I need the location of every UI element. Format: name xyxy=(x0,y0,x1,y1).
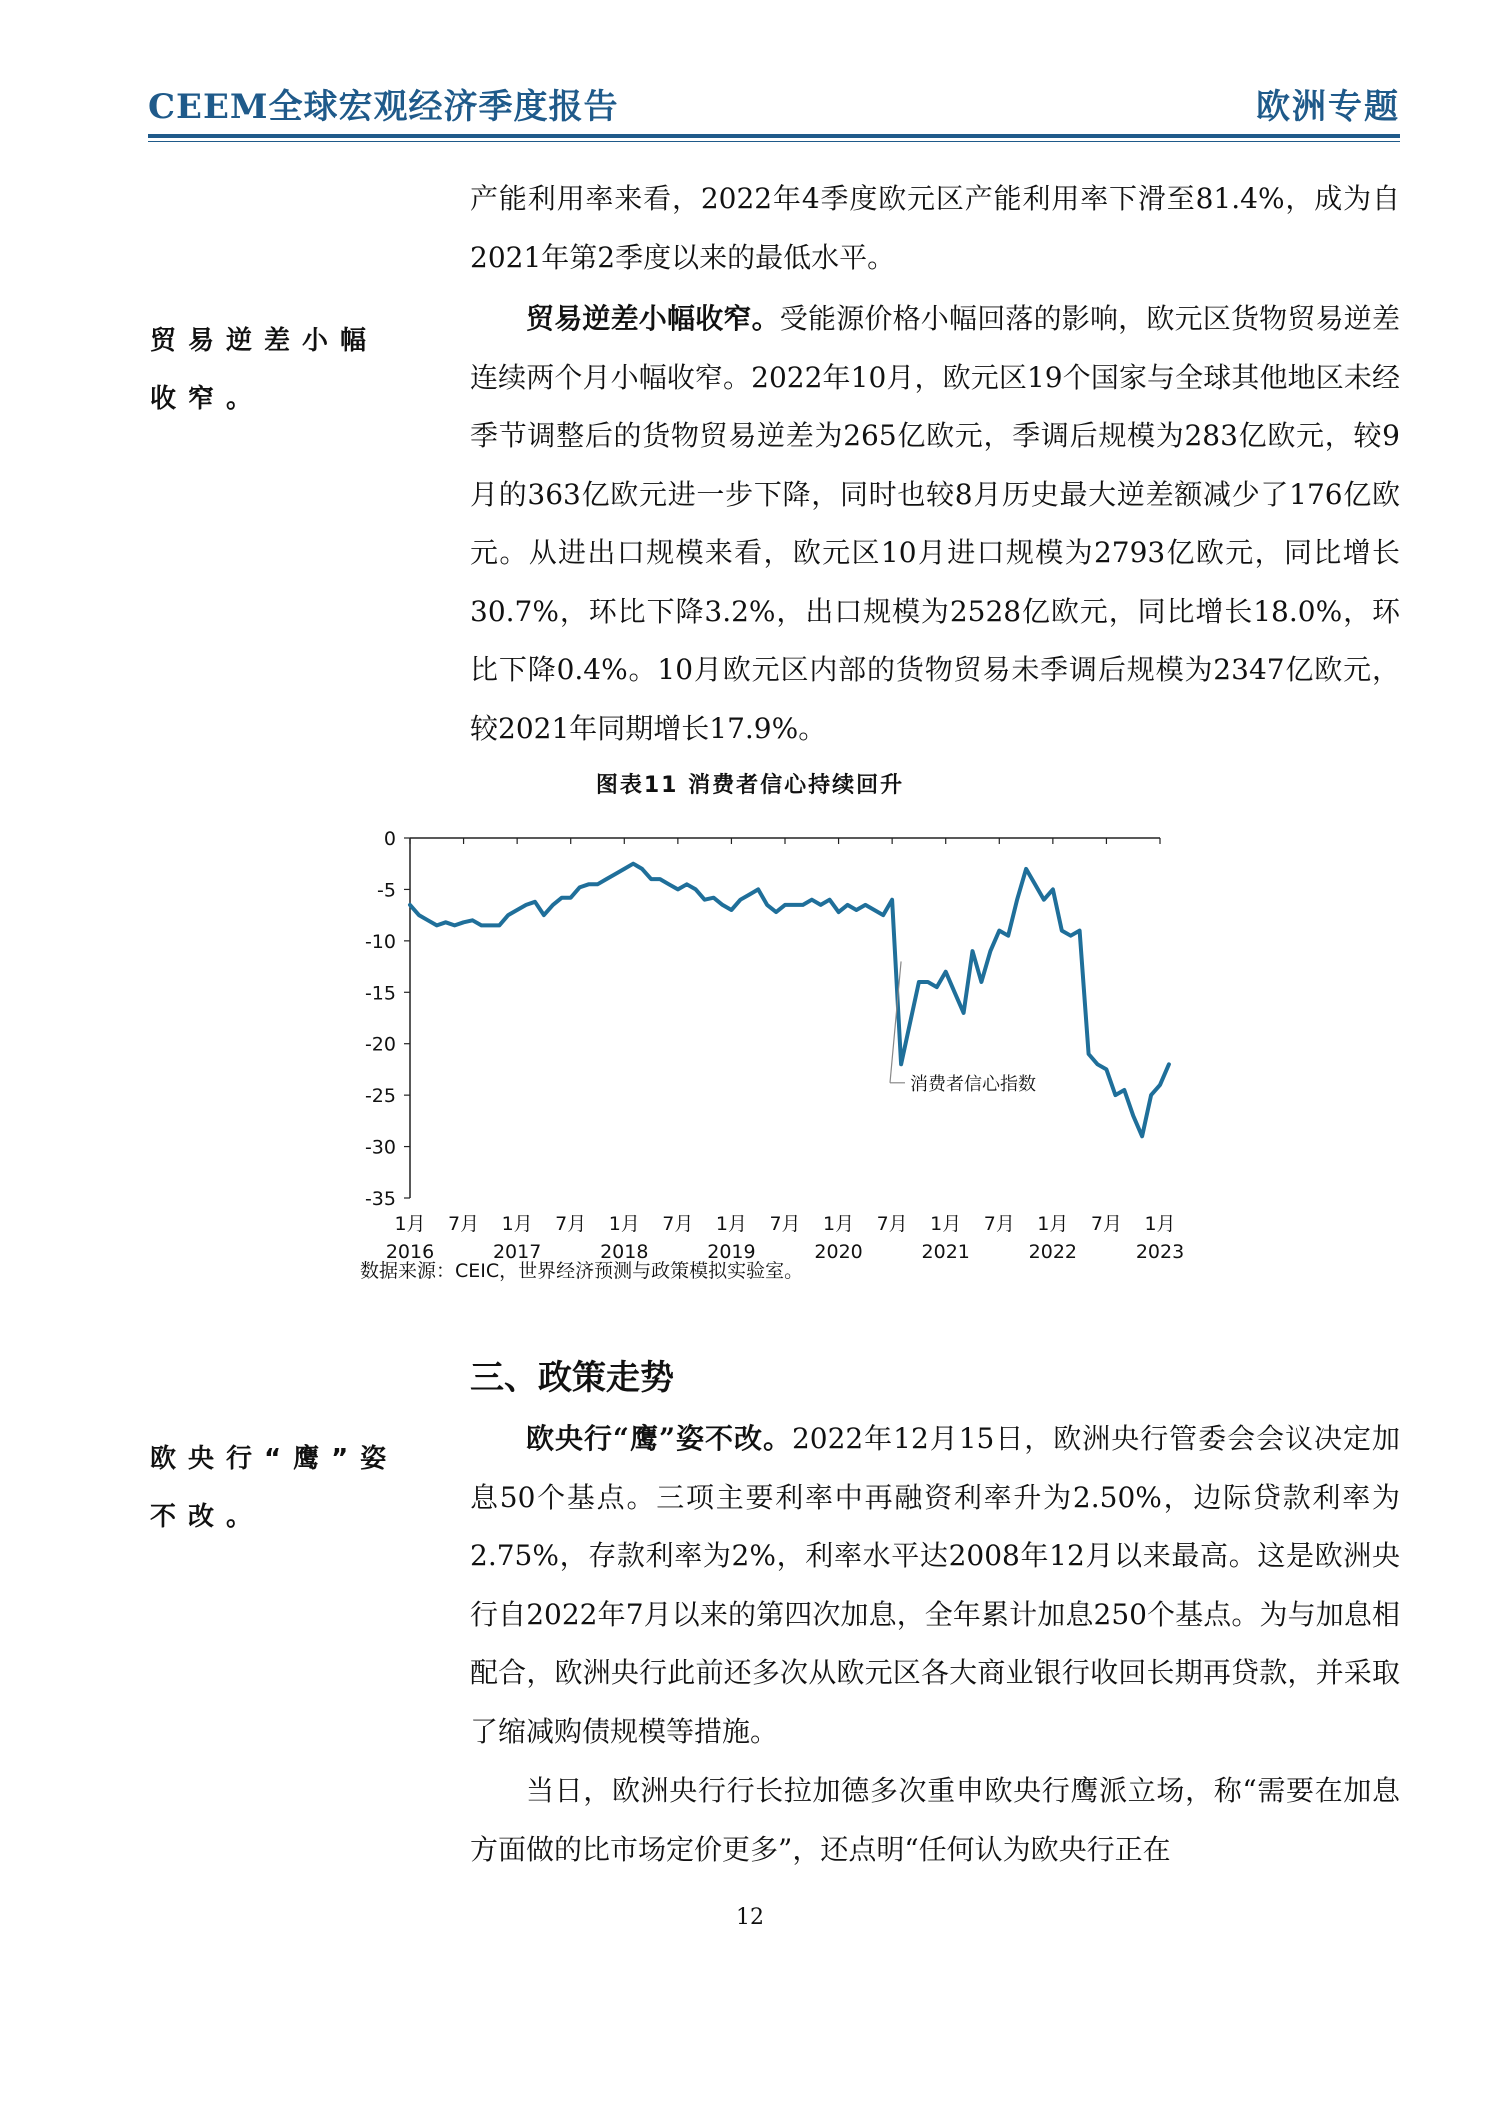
x-tick-label: 7月 xyxy=(662,1213,694,1235)
paragraph-ecb-body: 2022年12月15日，欧洲央行管委会会议决定加息50个基点。三项主要利率中再融资利率升为2.50%，边际贷款利率为2.75%，存款利率为2%，利率水平达2008年12月以来最高。这是欧洲央行自2022年7月以来的第四次加息，全年累计加息250个基点。为与加息相配合，欧洲央行此前还多次从欧元区各大商业银行收回长期再贷款，并采取了缩减购债规模等措施。 xyxy=(470,1422,1400,1748)
x-year-label: 2023 xyxy=(1135,1241,1185,1263)
y-tick-label: -30 xyxy=(364,1136,396,1159)
x-tick-label: 7月 xyxy=(555,1213,587,1235)
paragraph-capacity: 产能利用率来看，2022年4季度欧元区产能利用率下滑至81.4%，成为自2021年第2季度以来的最低水平。 xyxy=(470,182,1400,274)
side-note-trade: 贸易逆差小幅收窄。 xyxy=(150,326,379,414)
consumer-confidence-chart xyxy=(330,820,1210,1263)
x-tick-label: 7月 xyxy=(769,1213,801,1235)
y-tick-label: -35 xyxy=(364,1188,396,1210)
section-topic: 欧洲专题 xyxy=(1256,87,1400,127)
paragraph-trade-body: 受能源价格小幅回落的影响，欧元区货物贸易逆差连续两个月小幅收窄。2022年10月，欧元区19个国家与全球其他地区未经季节调整后的货物贸易逆差为265亿欧元，季调后规模为283亿欧元，较9月的363亿欧元进一步下降，同时也较8月历史最大逆差额减少了176亿欧元。从进出口规模来看，欧元区10月进口规模为2793亿欧元，同比增长30.7%，环比下降3.2%，出口规模为2528亿欧元，同比增长18.0%，环比下降0.4%。10月欧元区内部的货物贸易未季调后规模为2347亿欧元，较2021年同期增长17.9%。 xyxy=(470,302,1400,745)
side-note-ecb: 欧央行“鹰”姿不改。 xyxy=(150,1444,399,1532)
x-tick-label: 7月 xyxy=(983,1213,1015,1235)
x-year-label: 2022 xyxy=(1028,1241,1078,1263)
paragraph-trade xyxy=(470,290,1400,758)
report-title: CEEM全球宏观经济季度报告 xyxy=(148,87,619,127)
y-tick-label: -15 xyxy=(364,982,396,1005)
x-tick-label: 1月 xyxy=(501,1213,533,1235)
y-tick-label: 0 xyxy=(383,828,396,850)
y-tick-label: -5 xyxy=(377,879,396,902)
y-tick-label: -10 xyxy=(364,930,396,953)
x-year-label: 2021 xyxy=(921,1241,970,1263)
figure-source: 数据来源：CEIC，世界经济预测与政策模拟实验室。 xyxy=(360,1260,804,1282)
x-tick-label: 1月 xyxy=(608,1213,640,1235)
x-year-label: 2017 xyxy=(492,1241,542,1263)
x-tick-label: 7月 xyxy=(876,1213,908,1235)
page-number: 12 xyxy=(736,1905,764,1930)
x-year-label: 2016 xyxy=(385,1241,435,1263)
x-tick-label: 1月 xyxy=(1144,1213,1176,1235)
series-line-consumer-confidence xyxy=(410,864,1169,1137)
paragraph-trade-lead: 贸易逆差小幅收窄。 xyxy=(526,302,780,335)
series-label: 消费者信心指数 xyxy=(910,1073,1036,1095)
figure-title: 图表11 消费者信心持续回升 xyxy=(595,773,905,798)
y-tick-label: -20 xyxy=(364,1033,396,1056)
x-tick-label: 1月 xyxy=(930,1213,962,1235)
x-year-label: 2018 xyxy=(600,1241,649,1263)
paragraph-lagarde: 当日，欧洲央行行长拉加德多次重申欧央行鹰派立场，称“需要在加息方面做的比市场定价更多”，还点明“任何认为欧央行正在 xyxy=(470,1774,1400,1866)
x-year-label: 2019 xyxy=(707,1241,756,1263)
x-tick-label: 1月 xyxy=(715,1213,747,1235)
paragraph-ecb xyxy=(470,1410,1400,1761)
y-tick-label: -25 xyxy=(364,1085,396,1108)
x-tick-label: 1月 xyxy=(1037,1213,1069,1235)
paragraph-ecb-lead: 欧央行“鹰”姿不改。 xyxy=(526,1422,792,1455)
x-year-label: 2020 xyxy=(814,1241,863,1263)
page-header xyxy=(148,72,1400,138)
x-tick-label: 7月 xyxy=(1090,1213,1122,1235)
x-tick-label: 1月 xyxy=(823,1213,855,1235)
section-title: 三、政策走势 xyxy=(470,1358,674,1398)
x-tick-label: 1月 xyxy=(394,1213,426,1235)
x-tick-label: 7月 xyxy=(448,1213,480,1235)
